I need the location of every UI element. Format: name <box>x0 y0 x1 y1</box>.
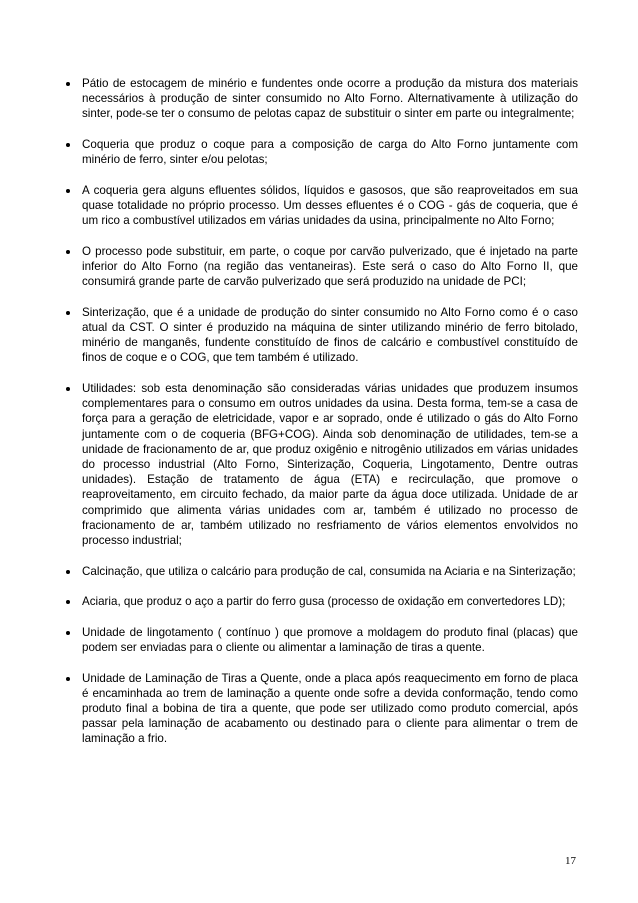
bullet-icon <box>66 631 70 635</box>
bullet-icon <box>66 677 70 681</box>
list-item <box>64 564 578 579</box>
list-item-text: O processo pode substituir, em parte, o coque por carvão pulverizado, que é injetado na parte inferior do Alto Forno (na região das ventaneiras). Este será o caso do Alto Forno II, que consumirá grande parte de carvão pulverizado que será produzido na unidade de PCI; <box>82 244 578 289</box>
list-item-text: Calcinação, que utiliza o calcário para produção de cal, consumida na Aciaria e na Sinterização; <box>82 564 576 578</box>
bullet-icon <box>66 600 70 604</box>
page-number: 17 <box>565 855 576 867</box>
list-item-text: Unidade de Laminação de Tiras a Quente, onde a placa após reaquecimento em forno de placa é encaminhada ao trem de laminação a quente onde sofre a devida conformação, tendo como produto final a bobina de tira a quente, que pode ser utilizado como produto comercial, após passar pela laminação de acabamento ou destinado para o cliente para alimentar o trem de laminação a frio. <box>82 671 578 746</box>
list-item-text: Coqueria que produz o coque para a composição de carga do Alto Forno juntamente com minério de ferro, sinter e/ou pelotas; <box>82 138 578 167</box>
list-item-text: Pátio de estocagem de minério e fundentes onde ocorre a produção da mistura dos materiais necessários à produção de sinter consumido no Alto Forno. Alternativamente à utilização do sinter, pode-se ter o consumo de pelotas capaz de substituir o sinter em parte ou integralmente; <box>82 77 578 121</box>
list-item <box>64 244 578 290</box>
list-item <box>64 76 578 122</box>
bullet-icon <box>66 570 70 574</box>
list-item <box>64 625 578 655</box>
list-item <box>64 594 578 609</box>
bullet-icon <box>66 143 70 147</box>
list-item <box>64 305 578 366</box>
list-item-text: Aciaria, que produz o aço a partir do ferro gusa (processo de oxidação em convertedores LD); <box>82 595 566 609</box>
bullet-icon <box>66 189 70 193</box>
list-item <box>64 183 578 229</box>
bullet-icon <box>66 311 70 315</box>
list-item <box>64 137 578 167</box>
list-item <box>64 671 578 747</box>
list-item-text: Sinterização, que é a unidade de produção do sinter consumido no Alto Forno como é o caso atual da CST. O sinter é produzido na máquina de sinter utilizando minério de ferro bitolado, minério de manganês, fundente constituído de finos de calcário e combustível constituído de finos de coque e o COG, que tem também é utilizado. <box>82 305 578 365</box>
list-item-text: Unidade de lingotamento ( contínuo ) que promove a moldagem do produto final (placas) que podem ser enviadas para o cliente ou alimentar a laminação de tiras a quente. <box>82 625 578 655</box>
bullet-icon <box>66 250 70 254</box>
bullet-icon <box>66 387 70 391</box>
bullet-list <box>64 76 578 762</box>
list-item-text: Utilidades: sob esta denominação são consideradas várias unidades que produzem insumos complementares para o consumo em outros unidades da usina. Desta forma, tem-se a casa de força para a geração de eletricidade, vapor e ar soprado, onde é utilizado o gás do Alto Forno juntamente com o de coqueria (BFG+COG). Ainda sob denominação de utilidades, tem-se a unidade de fracionamento de ar, que produz oxigênio e nitrogênio utilizados em várias unidades do processo industrial (Alto Forno, Sinterização, Coqueria, Lingotamento, Dentre outras unidades). Estação de tratamento de água (ETA) e recirculação, que promove o reaproveitamento, em circuito fechado, da maior parte da água doce utilizada. Unidade de ar comprimido que alimenta várias unidades com ar, também é utilizado no processo de fracionamento de ar, também utilizado no resfriamento de vários elementos envolvidos no processo industrial; <box>82 382 578 548</box>
list-item-text: A coqueria gera alguns efluentes sólidos, líquidos e gasosos, que são reaproveitados em sua quase totalidade no próprio processo. Um desses efluentes é o COG - gás de coqueria, que é um rico a combustível utilizados em várias unidades da usina, principalmente no Alto Forno; <box>82 183 578 228</box>
list-item <box>64 381 578 548</box>
bullet-icon <box>66 82 70 86</box>
